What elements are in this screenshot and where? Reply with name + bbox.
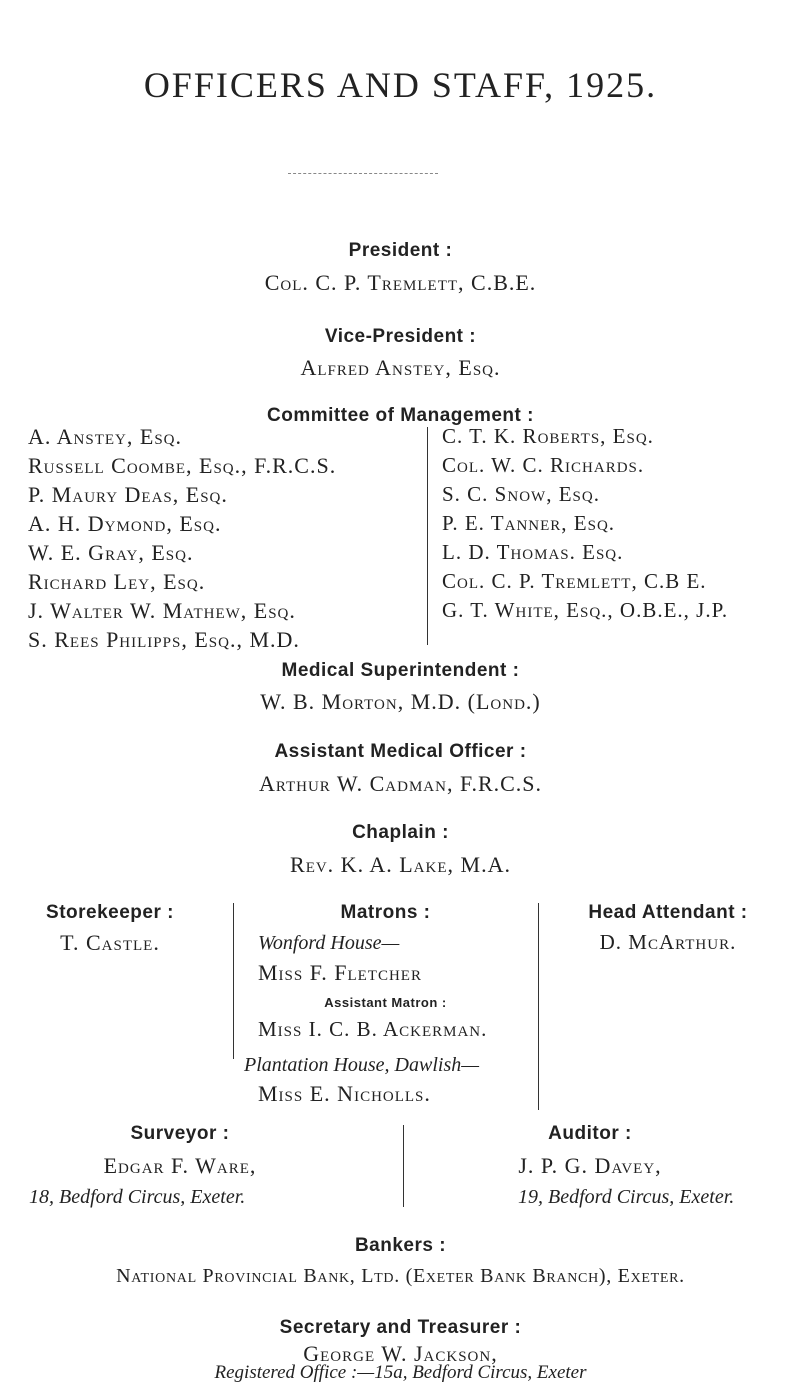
surveyor-auditor-divider xyxy=(403,1125,404,1207)
medical-superintendent-name: W. B. Morton, M.D. (Lond.) xyxy=(260,689,541,714)
matrons-matron-1: Miss F. Fletcher xyxy=(258,960,422,985)
committee-member: Col. W. C. Richards. xyxy=(442,453,645,477)
surveyor-heading: Surveyor : xyxy=(130,1123,230,1144)
assistant-medical-officer-heading: Assistant Medical Officer : xyxy=(274,741,527,762)
auditor-heading: Auditor : xyxy=(548,1123,632,1144)
committee-divider xyxy=(427,427,428,645)
head-attendant-name: D. McArthur. xyxy=(599,930,737,954)
chaplain-heading: Chaplain : xyxy=(352,822,449,843)
matrons-right-divider xyxy=(538,903,539,1110)
secretary-heading: Secretary and Treasurer : xyxy=(279,1317,522,1338)
secretary-name: George W. Jackson, xyxy=(303,1341,498,1366)
matrons-left-divider xyxy=(233,903,234,1059)
committee-member: P. E. Tanner, Esq. xyxy=(442,511,616,535)
committee-member: Col. C. P. Tremlett, C.B E. xyxy=(442,569,707,593)
assistant-matron-name: Miss I. C. B. Ackerman. xyxy=(258,1017,488,1041)
committee-member: J. Walter W. Mathew, Esq. xyxy=(28,598,296,623)
assistant-medical-officer-name: Arthur W. Cadman, F.R.C.S. xyxy=(258,771,543,796)
committee-member: G. T. White, Esq., O.B.E., J.P. xyxy=(442,598,729,622)
committee-right-list xyxy=(442,422,797,625)
storekeeper-name: T. Castle. xyxy=(60,930,160,955)
committee-member: A. Anstey, Esq. xyxy=(28,424,183,449)
auditor-address: 19, Bedford Circus, Exeter. xyxy=(518,1186,735,1208)
president-name: Col. C. P. Tremlett, C.B.E. xyxy=(264,270,537,295)
committee-member: W. E. Gray, Esq. xyxy=(28,540,194,565)
bankers-heading: Bankers : xyxy=(354,1235,447,1256)
committee-member: P. Maury Deas, Esq. xyxy=(28,482,228,507)
committee-member: L. D. Thomas. Esq. xyxy=(442,540,624,564)
storekeeper-heading: Storekeeper : xyxy=(46,902,174,923)
committee-member: S. C. Snow, Esq. xyxy=(442,482,600,506)
committee-heading: Committee of Management : xyxy=(267,405,534,426)
vice-president-heading: Vice-President : xyxy=(324,326,477,347)
committee-member: Russell Coombe, Esq., F.R.C.S. xyxy=(28,453,337,478)
committee-member: A. H. Dymond, Esq. xyxy=(28,511,222,536)
committee-member: C. T. K. Roberts, Esq. xyxy=(442,424,654,448)
matrons-matron-2: Miss E. Nicholls. xyxy=(258,1081,431,1106)
committee-left-list xyxy=(28,422,418,654)
committee-member: S. Rees Philipps, Esq., M.D. xyxy=(28,627,300,652)
surveyor-name: Edgar F. Ware, xyxy=(103,1153,257,1178)
head-attendant-heading: Head Attendant : xyxy=(588,902,748,923)
title-divider xyxy=(288,173,438,174)
assistant-matron-heading: Assistant Matron : xyxy=(324,995,447,1010)
secretary-office: Registered Office :—15a, Bedford Circus, Exeter xyxy=(214,1362,587,1383)
medical-superintendent-heading: Medical Superintendent : xyxy=(281,660,520,681)
matrons-house-1: Wonford House— xyxy=(258,932,400,954)
bankers-name: National Provincial Bank, Ltd. (Exeter Bank Branch), Exeter. xyxy=(116,1265,685,1287)
surveyor-address: 18, Bedford Circus, Exeter. xyxy=(29,1186,246,1208)
page-title: OFFICERS AND STAFF, 1925. xyxy=(143,65,658,105)
president-heading: President : xyxy=(348,240,453,261)
chaplain-name: Rev. K. A. Lake, M.A. xyxy=(290,852,511,877)
committee-member: Richard Ley, Esq. xyxy=(28,569,206,594)
vice-president-name: Alfred Anstey, Esq. xyxy=(300,355,501,380)
matrons-heading: Matrons : xyxy=(340,902,431,923)
matrons-house-2: Plantation House, Dawlish— xyxy=(244,1054,480,1076)
auditor-name: J. P. G. Davey, xyxy=(518,1153,662,1178)
